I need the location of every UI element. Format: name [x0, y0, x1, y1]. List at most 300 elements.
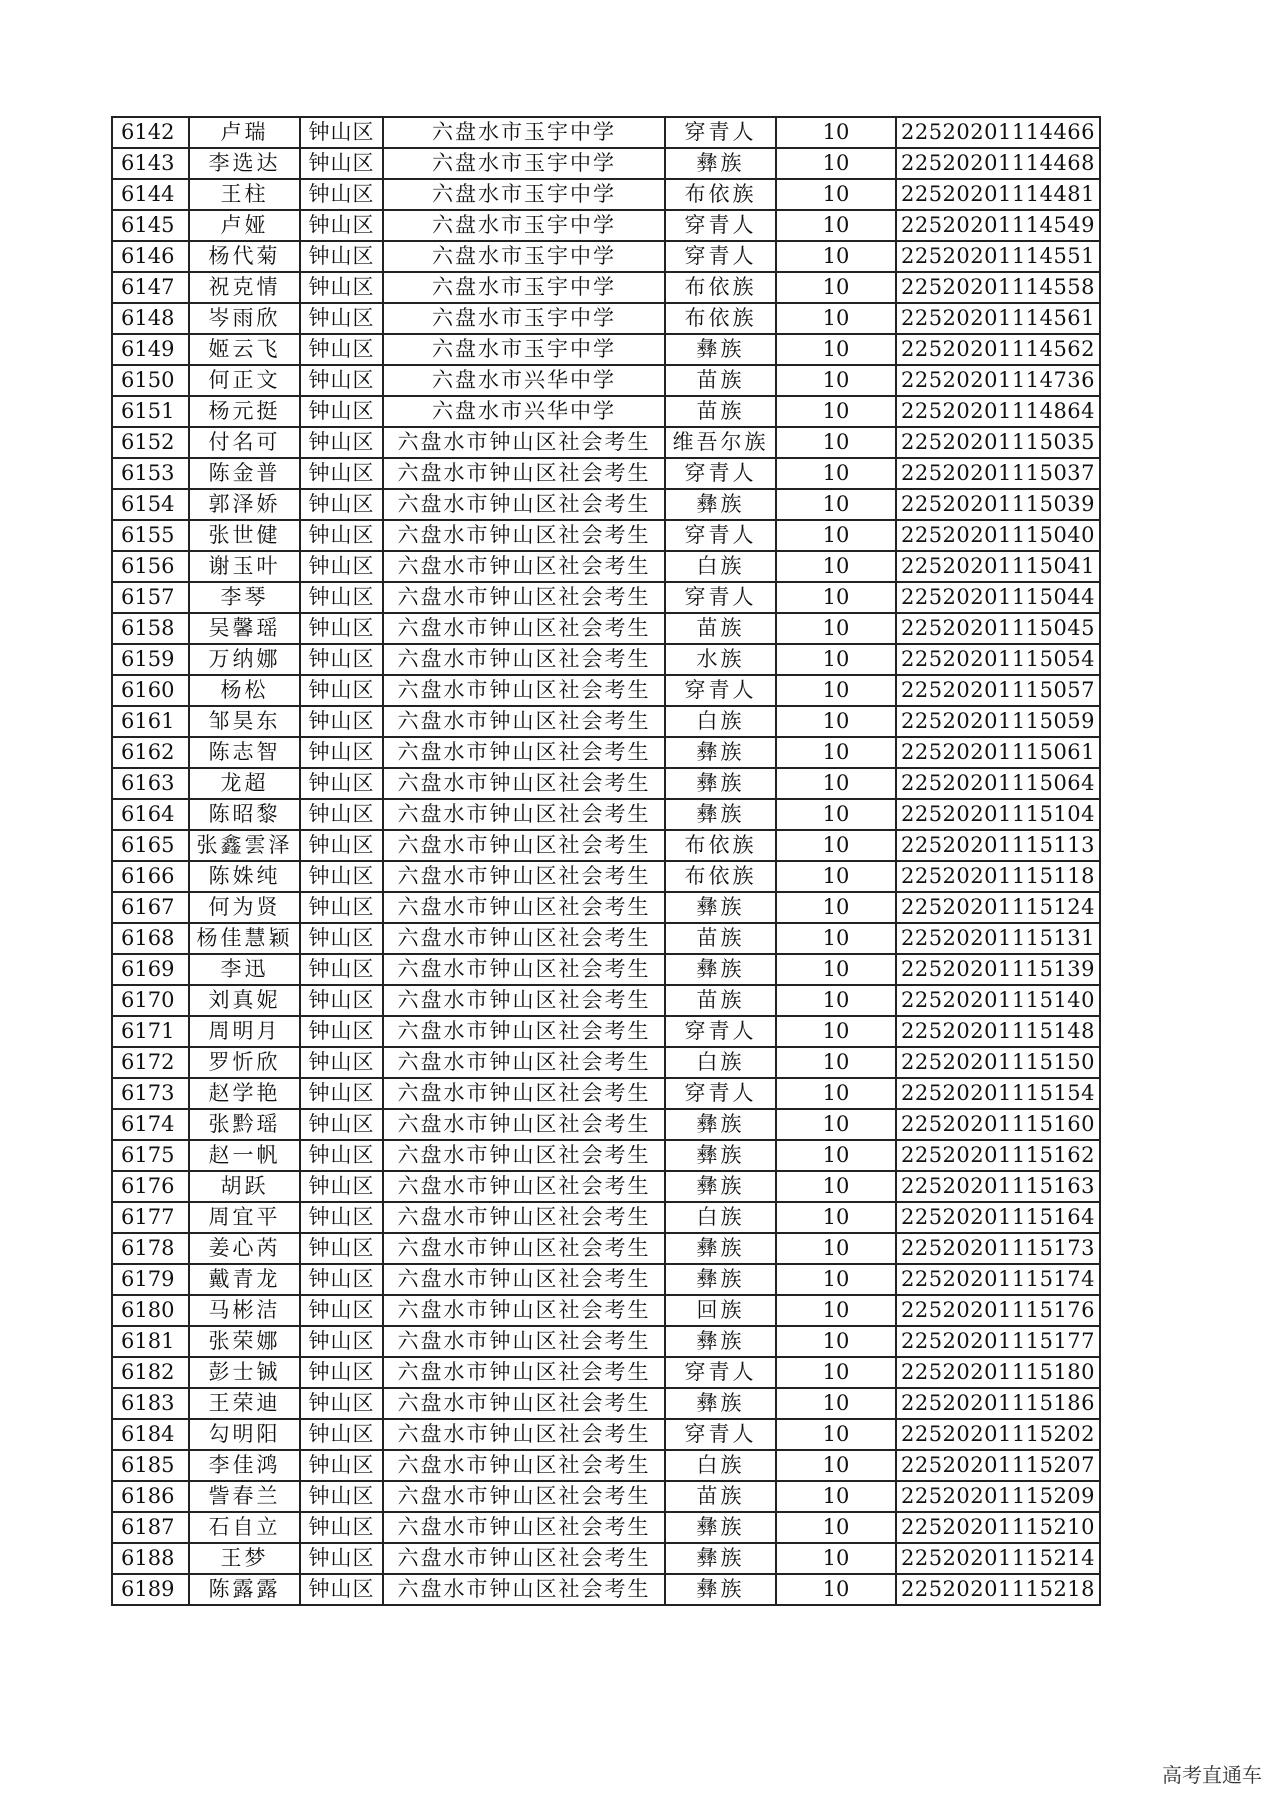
student-name-cell: 张荣娜: [189, 1326, 300, 1357]
table-row: [112, 861, 1100, 892]
student-name-cell: 勾明阳: [189, 1419, 300, 1450]
student-name-cell: 万纳娜: [189, 644, 300, 675]
table-row: [112, 1264, 1100, 1295]
row-number-cell: 6173: [112, 1078, 189, 1109]
ethnicity-cell: 布依族: [665, 303, 776, 334]
school-name-cell: 六盘水市钟山区社会考生: [383, 1326, 665, 1357]
ethnicity-cell: 白族: [665, 1202, 776, 1233]
table-row: [112, 1326, 1100, 1357]
exam-id-cell: 22520201115124: [896, 892, 1100, 923]
ethnicity-cell: 彝族: [665, 799, 776, 830]
row-number-cell: 6160: [112, 675, 189, 706]
district-cell: 钟山区: [300, 830, 383, 861]
district-cell: 钟山区: [300, 892, 383, 923]
row-number-cell: 6153: [112, 458, 189, 489]
school-name-cell: 六盘水市玉宇中学: [383, 148, 665, 179]
school-name-cell: 六盘水市钟山区社会考生: [383, 892, 665, 923]
ethnicity-cell: 彝族: [665, 1264, 776, 1295]
score-cell: 10: [776, 1295, 896, 1326]
score-cell: 10: [776, 1543, 896, 1574]
table-row: [112, 117, 1100, 148]
ethnicity-cell: 彝族: [665, 1574, 776, 1605]
district-cell: 钟山区: [300, 1264, 383, 1295]
district-cell: 钟山区: [300, 768, 383, 799]
school-name-cell: 六盘水市钟山区社会考生: [383, 675, 665, 706]
ethnicity-cell: 水族: [665, 644, 776, 675]
row-number-cell: 6170: [112, 985, 189, 1016]
table-row: [112, 334, 1100, 365]
school-name-cell: 六盘水市钟山区社会考生: [383, 1357, 665, 1388]
score-cell: 10: [776, 1140, 896, 1171]
student-name-cell: 杨元挺: [189, 396, 300, 427]
school-name-cell: 六盘水市钟山区社会考生: [383, 458, 665, 489]
exam-id-cell: 22520201115162: [896, 1140, 1100, 1171]
table-row: [112, 1047, 1100, 1078]
student-name-cell: 付名可: [189, 427, 300, 458]
district-cell: 钟山区: [300, 551, 383, 582]
table-row: [112, 241, 1100, 272]
school-name-cell: 六盘水市钟山区社会考生: [383, 489, 665, 520]
table-row: [112, 520, 1100, 551]
score-cell: 10: [776, 272, 896, 303]
ethnicity-cell: 穿青人: [665, 210, 776, 241]
score-cell: 10: [776, 1047, 896, 1078]
district-cell: 钟山区: [300, 179, 383, 210]
district-cell: 钟山区: [300, 334, 383, 365]
district-cell: 钟山区: [300, 861, 383, 892]
exam-id-cell: 22520201115140: [896, 985, 1100, 1016]
district-cell: 钟山区: [300, 1419, 383, 1450]
score-cell: 10: [776, 768, 896, 799]
exam-id-cell: 22520201114466: [896, 117, 1100, 148]
district-cell: 钟山区: [300, 1202, 383, 1233]
row-number-cell: 6154: [112, 489, 189, 520]
score-cell: 10: [776, 458, 896, 489]
table-row: [112, 1140, 1100, 1171]
ethnicity-cell: 穿青人: [665, 1357, 776, 1388]
score-cell: 10: [776, 1326, 896, 1357]
district-cell: 钟山区: [300, 458, 383, 489]
student-name-cell: 李佳鸿: [189, 1450, 300, 1481]
district-cell: 钟山区: [300, 923, 383, 954]
exam-id-cell: 22520201115104: [896, 799, 1100, 830]
exam-id-cell: 22520201115061: [896, 737, 1100, 768]
student-name-cell: 周明月: [189, 1016, 300, 1047]
district-cell: 钟山区: [300, 1109, 383, 1140]
row-number-cell: 6185: [112, 1450, 189, 1481]
district-cell: 钟山区: [300, 799, 383, 830]
table-row: [112, 737, 1100, 768]
student-name-cell: 罗忻欣: [189, 1047, 300, 1078]
school-name-cell: 六盘水市玉宇中学: [383, 272, 665, 303]
district-cell: 钟山区: [300, 1171, 383, 1202]
student-name-cell: 岑雨欣: [189, 303, 300, 334]
score-cell: 10: [776, 1233, 896, 1264]
ethnicity-cell: 穿青人: [665, 1078, 776, 1109]
ethnicity-cell: 苗族: [665, 396, 776, 427]
row-number-cell: 6176: [112, 1171, 189, 1202]
district-cell: 钟山区: [300, 1295, 383, 1326]
exam-id-cell: 22520201114561: [896, 303, 1100, 334]
row-number-cell: 6175: [112, 1140, 189, 1171]
school-name-cell: 六盘水市钟山区社会考生: [383, 737, 665, 768]
ethnicity-cell: 彝族: [665, 1140, 776, 1171]
exam-id-cell: 22520201115035: [896, 427, 1100, 458]
exam-id-cell: 22520201115139: [896, 954, 1100, 985]
ethnicity-cell: 彝族: [665, 334, 776, 365]
district-cell: 钟山区: [300, 644, 383, 675]
student-name-cell: 祝克情: [189, 272, 300, 303]
row-number-cell: 6157: [112, 582, 189, 613]
ethnicity-cell: 彝族: [665, 1388, 776, 1419]
student-name-cell: 杨佳慧颖: [189, 923, 300, 954]
student-name-cell: 谢玉叶: [189, 551, 300, 582]
student-name-cell: 胡跃: [189, 1171, 300, 1202]
district-cell: 钟山区: [300, 1047, 383, 1078]
exam-id-cell: 22520201115044: [896, 582, 1100, 613]
score-cell: 10: [776, 1481, 896, 1512]
row-number-cell: 6163: [112, 768, 189, 799]
score-cell: 10: [776, 1202, 896, 1233]
district-cell: 钟山区: [300, 1512, 383, 1543]
school-name-cell: 六盘水市钟山区社会考生: [383, 551, 665, 582]
row-number-cell: 6164: [112, 799, 189, 830]
exam-id-cell: 22520201115160: [896, 1109, 1100, 1140]
exam-id-cell: 22520201115113: [896, 830, 1100, 861]
district-cell: 钟山区: [300, 1016, 383, 1047]
ethnicity-cell: 彝族: [665, 148, 776, 179]
row-number-cell: 6143: [112, 148, 189, 179]
student-name-cell: 邹昊东: [189, 706, 300, 737]
ethnicity-cell: 彝族: [665, 1171, 776, 1202]
school-name-cell: 六盘水市钟山区社会考生: [383, 830, 665, 861]
student-name-cell: 卢娅: [189, 210, 300, 241]
student-name-cell: 王柱: [189, 179, 300, 210]
exam-id-cell: 22520201115209: [896, 1481, 1100, 1512]
row-number-cell: 6148: [112, 303, 189, 334]
student-name-cell: 张黔瑶: [189, 1109, 300, 1140]
ethnicity-cell: 彝族: [665, 1512, 776, 1543]
student-name-cell: 杨松: [189, 675, 300, 706]
district-cell: 钟山区: [300, 954, 383, 985]
district-cell: 钟山区: [300, 1388, 383, 1419]
score-cell: 10: [776, 1512, 896, 1543]
exam-id-cell: 22520201115207: [896, 1450, 1100, 1481]
school-name-cell: 六盘水市钟山区社会考生: [383, 861, 665, 892]
student-name-cell: 何为贤: [189, 892, 300, 923]
student-name-cell: 李选达: [189, 148, 300, 179]
exam-id-cell: 22520201114558: [896, 272, 1100, 303]
score-cell: 10: [776, 923, 896, 954]
exam-id-cell: 22520201115045: [896, 613, 1100, 644]
row-number-cell: 6186: [112, 1481, 189, 1512]
score-cell: 10: [776, 520, 896, 551]
district-cell: 钟山区: [300, 737, 383, 768]
school-name-cell: 六盘水市兴华中学: [383, 396, 665, 427]
student-name-cell: 李琴: [189, 582, 300, 613]
exam-id-cell: 22520201115131: [896, 923, 1100, 954]
exam-id-cell: 22520201114736: [896, 365, 1100, 396]
score-cell: 10: [776, 1264, 896, 1295]
school-name-cell: 六盘水市钟山区社会考生: [383, 1481, 665, 1512]
student-name-cell: 姬云飞: [189, 334, 300, 365]
ethnicity-cell: 布依族: [665, 272, 776, 303]
student-name-cell: 赵一帆: [189, 1140, 300, 1171]
row-number-cell: 6168: [112, 923, 189, 954]
table-row: [112, 427, 1100, 458]
school-name-cell: 六盘水市钟山区社会考生: [383, 1450, 665, 1481]
exam-id-cell: 22520201115210: [896, 1512, 1100, 1543]
roster-table: [111, 116, 1101, 1606]
ethnicity-cell: 穿青人: [665, 1419, 776, 1450]
student-name-cell: 陈金普: [189, 458, 300, 489]
student-name-cell: 陈志智: [189, 737, 300, 768]
score-cell: 10: [776, 1419, 896, 1450]
school-name-cell: 六盘水市钟山区社会考生: [383, 1078, 665, 1109]
exam-id-cell: 22520201115154: [896, 1078, 1100, 1109]
ethnicity-cell: 苗族: [665, 613, 776, 644]
table-row: [112, 272, 1100, 303]
row-number-cell: 6171: [112, 1016, 189, 1047]
ethnicity-cell: 彝族: [665, 1233, 776, 1264]
school-name-cell: 六盘水市兴华中学: [383, 365, 665, 396]
row-number-cell: 6161: [112, 706, 189, 737]
ethnicity-cell: 白族: [665, 706, 776, 737]
exam-id-cell: 22520201114468: [896, 148, 1100, 179]
district-cell: 钟山区: [300, 1233, 383, 1264]
row-number-cell: 6165: [112, 830, 189, 861]
student-name-cell: 马彬洁: [189, 1295, 300, 1326]
student-name-cell: 訾春兰: [189, 1481, 300, 1512]
ethnicity-cell: 白族: [665, 1450, 776, 1481]
school-name-cell: 六盘水市钟山区社会考生: [383, 954, 665, 985]
student-name-cell: 陈露露: [189, 1574, 300, 1605]
school-name-cell: 六盘水市钟山区社会考生: [383, 1140, 665, 1171]
score-cell: 10: [776, 892, 896, 923]
ethnicity-cell: 维吾尔族: [665, 427, 776, 458]
ethnicity-cell: 穿青人: [665, 458, 776, 489]
student-name-cell: 王梦: [189, 1543, 300, 1574]
student-name-cell: 杨代菊: [189, 241, 300, 272]
school-name-cell: 六盘水市钟山区社会考生: [383, 1574, 665, 1605]
table-row: [112, 1450, 1100, 1481]
school-name-cell: 六盘水市钟山区社会考生: [383, 1512, 665, 1543]
table-row: [112, 303, 1100, 334]
score-cell: 10: [776, 396, 896, 427]
student-name-cell: 张鑫雲泽: [189, 830, 300, 861]
score-cell: 10: [776, 985, 896, 1016]
score-cell: 10: [776, 644, 896, 675]
ethnicity-cell: 布依族: [665, 179, 776, 210]
student-name-cell: 张世健: [189, 520, 300, 551]
school-name-cell: 六盘水市钟山区社会考生: [383, 1047, 665, 1078]
district-cell: 钟山区: [300, 303, 383, 334]
student-name-cell: 刘真妮: [189, 985, 300, 1016]
table-row: [112, 582, 1100, 613]
ethnicity-cell: 白族: [665, 1047, 776, 1078]
school-name-cell: 六盘水市钟山区社会考生: [383, 768, 665, 799]
school-name-cell: 六盘水市钟山区社会考生: [383, 1264, 665, 1295]
ethnicity-cell: 穿青人: [665, 1016, 776, 1047]
score-cell: 10: [776, 1109, 896, 1140]
table-row: [112, 1016, 1100, 1047]
exam-id-cell: 22520201115118: [896, 861, 1100, 892]
student-name-cell: 赵学艳: [189, 1078, 300, 1109]
row-number-cell: 6180: [112, 1295, 189, 1326]
exam-id-cell: 22520201114864: [896, 396, 1100, 427]
table-row: [112, 551, 1100, 582]
district-cell: 钟山区: [300, 1326, 383, 1357]
exam-id-cell: 22520201115054: [896, 644, 1100, 675]
row-number-cell: 6142: [112, 117, 189, 148]
ethnicity-cell: 穿青人: [665, 675, 776, 706]
table-row: [112, 892, 1100, 923]
district-cell: 钟山区: [300, 396, 383, 427]
school-name-cell: 六盘水市钟山区社会考生: [383, 1543, 665, 1574]
table-row: [112, 1078, 1100, 1109]
school-name-cell: 六盘水市钟山区社会考生: [383, 1388, 665, 1419]
exam-id-cell: 22520201115174: [896, 1264, 1100, 1295]
school-name-cell: 六盘水市钟山区社会考生: [383, 520, 665, 551]
score-cell: 10: [776, 1016, 896, 1047]
exam-id-cell: 22520201114549: [896, 210, 1100, 241]
table-row: [112, 489, 1100, 520]
row-number-cell: 6146: [112, 241, 189, 272]
score-cell: 10: [776, 799, 896, 830]
student-name-cell: 李迅: [189, 954, 300, 985]
school-name-cell: 六盘水市钟山区社会考生: [383, 1171, 665, 1202]
score-cell: 10: [776, 210, 896, 241]
exam-id-cell: 22520201115057: [896, 675, 1100, 706]
school-name-cell: 六盘水市玉宇中学: [383, 179, 665, 210]
district-cell: 钟山区: [300, 582, 383, 613]
exam-id-cell: 22520201115214: [896, 1543, 1100, 1574]
row-number-cell: 6159: [112, 644, 189, 675]
score-cell: 10: [776, 954, 896, 985]
student-name-cell: 彭士铖: [189, 1357, 300, 1388]
table-row: [112, 1357, 1100, 1388]
table-row: [112, 1233, 1100, 1264]
row-number-cell: 6162: [112, 737, 189, 768]
ethnicity-cell: 彝族: [665, 489, 776, 520]
student-name-cell: 石自立: [189, 1512, 300, 1543]
ethnicity-cell: 布依族: [665, 830, 776, 861]
student-name-cell: 王荣迪: [189, 1388, 300, 1419]
table-row: [112, 1481, 1100, 1512]
row-number-cell: 6177: [112, 1202, 189, 1233]
district-cell: 钟山区: [300, 613, 383, 644]
school-name-cell: 六盘水市钟山区社会考生: [383, 427, 665, 458]
school-name-cell: 六盘水市玉宇中学: [383, 210, 665, 241]
student-name-cell: 龙超: [189, 768, 300, 799]
district-cell: 钟山区: [300, 365, 383, 396]
student-name-cell: 吴馨瑶: [189, 613, 300, 644]
school-name-cell: 六盘水市钟山区社会考生: [383, 613, 665, 644]
district-cell: 钟山区: [300, 1140, 383, 1171]
score-cell: 10: [776, 1450, 896, 1481]
district-cell: 钟山区: [300, 706, 383, 737]
row-number-cell: 6181: [112, 1326, 189, 1357]
student-name-cell: 戴青龙: [189, 1264, 300, 1295]
score-cell: 10: [776, 737, 896, 768]
district-cell: 钟山区: [300, 1481, 383, 1512]
table-row: [112, 1388, 1100, 1419]
exam-id-cell: 22520201115164: [896, 1202, 1100, 1233]
table-row: [112, 1574, 1100, 1605]
table-row: [112, 1295, 1100, 1326]
table-row: [112, 1171, 1100, 1202]
table-row: [112, 675, 1100, 706]
exam-id-cell: 22520201115218: [896, 1574, 1100, 1605]
row-number-cell: 6174: [112, 1109, 189, 1140]
school-name-cell: 六盘水市钟山区社会考生: [383, 582, 665, 613]
district-cell: 钟山区: [300, 985, 383, 1016]
student-name-cell: 何正文: [189, 365, 300, 396]
row-number-cell: 6187: [112, 1512, 189, 1543]
row-number-cell: 6152: [112, 427, 189, 458]
score-cell: 10: [776, 241, 896, 272]
exam-id-cell: 22520201115176: [896, 1295, 1100, 1326]
score-cell: 10: [776, 148, 896, 179]
district-cell: 钟山区: [300, 1574, 383, 1605]
score-cell: 10: [776, 582, 896, 613]
table-row: [112, 365, 1100, 396]
exam-id-cell: 22520201115148: [896, 1016, 1100, 1047]
ethnicity-cell: 彝族: [665, 954, 776, 985]
score-cell: 10: [776, 334, 896, 365]
school-name-cell: 六盘水市钟山区社会考生: [383, 1109, 665, 1140]
row-number-cell: 6151: [112, 396, 189, 427]
district-cell: 钟山区: [300, 675, 383, 706]
exam-id-cell: 22520201115180: [896, 1357, 1100, 1388]
ethnicity-cell: 彝族: [665, 1326, 776, 1357]
table-row: [112, 830, 1100, 861]
school-name-cell: 六盘水市钟山区社会考生: [383, 706, 665, 737]
score-cell: 10: [776, 1078, 896, 1109]
score-cell: 10: [776, 365, 896, 396]
exam-id-cell: 22520201114481: [896, 179, 1100, 210]
exam-id-cell: 22520201115163: [896, 1171, 1100, 1202]
row-number-cell: 6169: [112, 954, 189, 985]
exam-id-cell: 22520201115041: [896, 551, 1100, 582]
exam-id-cell: 22520201114551: [896, 241, 1100, 272]
score-cell: 10: [776, 489, 896, 520]
table-row: [112, 210, 1100, 241]
ethnicity-cell: 布依族: [665, 861, 776, 892]
row-number-cell: 6155: [112, 520, 189, 551]
ethnicity-cell: 苗族: [665, 923, 776, 954]
student-name-cell: 卢瑞: [189, 117, 300, 148]
table-row: [112, 1512, 1100, 1543]
exam-id-cell: 22520201115186: [896, 1388, 1100, 1419]
school-name-cell: 六盘水市钟山区社会考生: [383, 1419, 665, 1450]
district-cell: 钟山区: [300, 1357, 383, 1388]
school-name-cell: 六盘水市玉宇中学: [383, 303, 665, 334]
score-cell: 10: [776, 675, 896, 706]
row-number-cell: 6149: [112, 334, 189, 365]
school-name-cell: 六盘水市钟山区社会考生: [383, 799, 665, 830]
ethnicity-cell: 彝族: [665, 768, 776, 799]
ethnicity-cell: 穿青人: [665, 117, 776, 148]
score-cell: 10: [776, 861, 896, 892]
ethnicity-cell: 回族: [665, 1295, 776, 1326]
table-row: [112, 923, 1100, 954]
row-number-cell: 6144: [112, 179, 189, 210]
ethnicity-cell: 彝族: [665, 1109, 776, 1140]
table-row: [112, 148, 1100, 179]
table-row: [112, 706, 1100, 737]
table-row: [112, 1543, 1100, 1574]
